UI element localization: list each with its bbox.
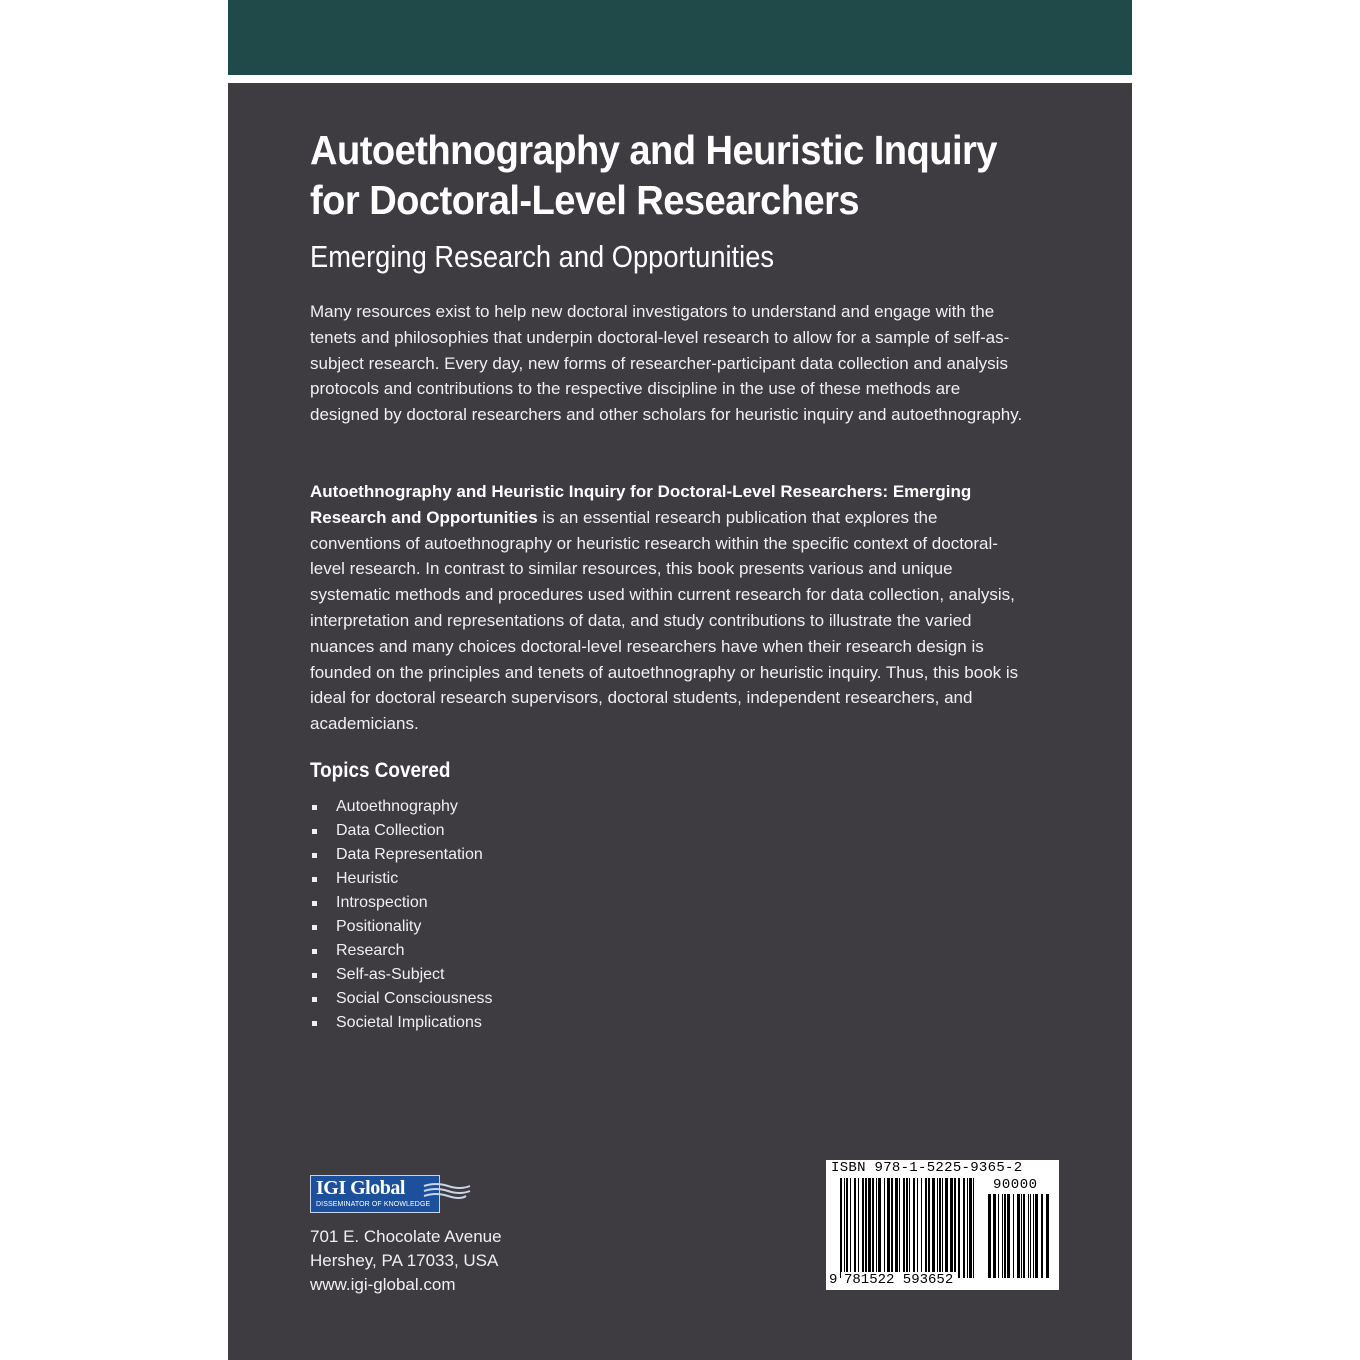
topic-label: Data Collection [336, 822, 445, 839]
bullet-icon [312, 877, 317, 882]
list-item [310, 987, 493, 1011]
barcode-digits-rest: 781522 593652 [841, 1272, 956, 1288]
logo-name: IGI Global [316, 1177, 405, 1199]
topics-heading: Topics Covered [310, 759, 451, 782]
bullet-icon [312, 925, 317, 930]
book-title-line2: for Doctoral-Level Researchers [310, 177, 860, 223]
topic-label: Social Consciousness [336, 990, 493, 1007]
description-text: is an essential research publication that explores the conventions of autoethnography or heuristic research within the specific context of doctoral-level research. In contrast to similar resources, this book presents various and unique systematic methods and procedures used within current research for data collection, analysis, interpretation and representations of data, and study contributions to illustrate the varied nuances and many choices doctoral-level researchers have when their research design is founded on the principles and tenets of autoethnography or heuristic inquiry. Thus, this book is ideal for doctoral research supervisors, doctoral students, independent researchers, and academicians. [310, 507, 1019, 734]
address-line-2: Hershey, PA 17033, USA [310, 1251, 499, 1270]
topic-label: Heuristic [336, 870, 399, 887]
barcode-bars-icon [840, 1178, 980, 1278]
logo-box [310, 1175, 440, 1213]
barcode [826, 1160, 1059, 1290]
website-link: www.igi-global.com [310, 1275, 456, 1294]
bullet-icon [312, 805, 317, 810]
publisher-address [310, 1225, 502, 1297]
book-subtitle: Emerging Research and Opportunities [310, 239, 775, 274]
description-paragraph-2 [310, 479, 1030, 737]
topic-label: Introspection [336, 894, 428, 911]
topic-label: Autoethnography [336, 798, 458, 815]
description-bold-title: Autoethnography and Heuristic Inquiry for Doctoral-Level Researchers: Emerging Research and Opportunities [310, 482, 972, 527]
book-title-line1: Autoethnography and Heuristic Inquiry [310, 127, 997, 173]
barcode-addon-bars-icon [988, 1194, 1052, 1278]
topic-label: Research [336, 942, 405, 959]
price-code: 90000 [993, 1177, 1038, 1193]
address-line-1: 701 E. Chocolate Avenue [310, 1227, 502, 1246]
bullet-icon [312, 1021, 317, 1026]
topic-label: Societal Implications [336, 1014, 482, 1031]
list-item [310, 795, 493, 819]
book-title [310, 125, 1017, 225]
bullet-icon [312, 901, 317, 906]
list-item [310, 939, 493, 963]
bullet-icon [312, 949, 317, 954]
publisher-logo [310, 1175, 470, 1215]
barcode-digit-first: 9 [829, 1272, 838, 1288]
description-paragraph-1: Many resources exist to help new doctoral investigators to understand and engage with the tenets and philosophies that underpin doctoral-level research to allow for a sample of self-as-subject research. Every day, new forms of researcher-participant data collection and analysis protocols and contributions to the respective discipline in the use of these methods are designed by doctoral researchers and other scholars for heuristic inquiry and autoethnography. [310, 302, 1023, 425]
topic-label: Positionality [336, 918, 422, 935]
bullet-icon [312, 997, 317, 1002]
list-item [310, 1011, 493, 1035]
topics-list [310, 795, 493, 1035]
list-item [310, 819, 493, 843]
back-cover [228, 83, 1132, 1360]
wave-icon [422, 1181, 472, 1205]
list-item [310, 963, 493, 987]
topic-label: Self-as-Subject [336, 966, 445, 983]
bullet-icon [312, 829, 317, 834]
list-item [310, 891, 493, 915]
topic-label: Data Representation [336, 846, 483, 863]
logo-tagline: DISSEMINATOR OF KNOWLEDGE [316, 1201, 431, 1208]
list-item [310, 915, 493, 939]
list-item [310, 867, 493, 891]
bullet-icon [312, 853, 317, 858]
top-color-band [228, 0, 1132, 75]
list-item [310, 843, 493, 867]
isbn-label: ISBN 978-1-5225-9365-2 [831, 1160, 1023, 1176]
bullet-icon [312, 973, 317, 978]
